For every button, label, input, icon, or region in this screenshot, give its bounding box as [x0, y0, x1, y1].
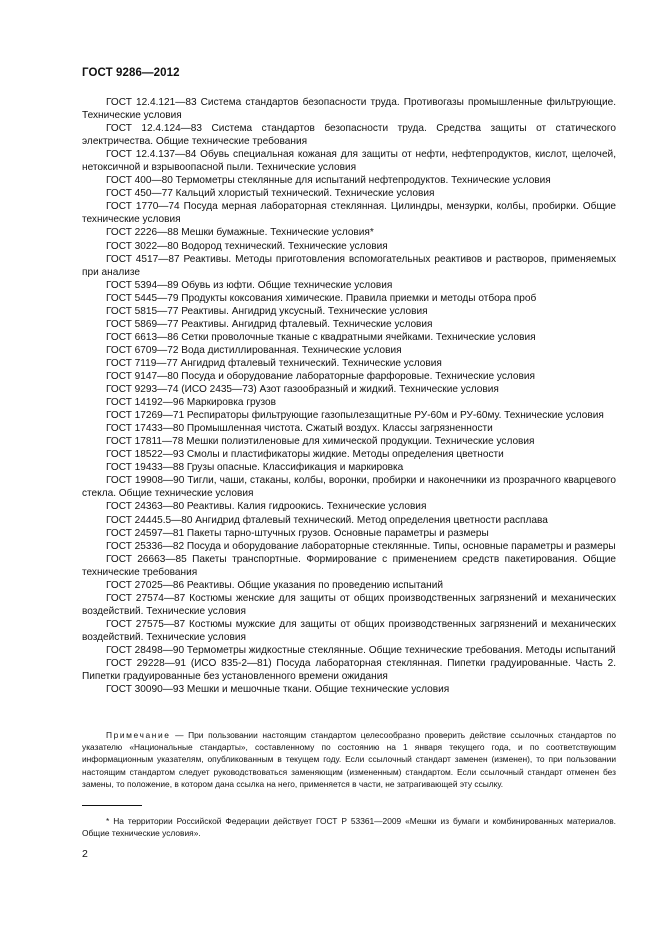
reference-item: ГОСТ 9293—74 (ИСО 2435—73) Азот газообразный и жидкий. Технические условия: [106, 384, 499, 396]
reference-item: ГОСТ 2226—88 Мешки бумажные. Технические условия*: [106, 227, 374, 239]
reference-item: ГОСТ 27575—87 Костюмы мужские для защиты от общих производственных загрязнений и механических воздействий. Технические условия: [82, 618, 616, 643]
reference-item: ГОСТ 5869—77 Реактивы. Ангидрид фталевый. Технические условия: [106, 318, 433, 330]
footnote-divider: [82, 805, 142, 806]
note-label: Примечание: [106, 730, 171, 740]
note-text: — При пользовании настоящим стандартом целесообразно проверить действие ссылочных стандартов по указателю «Национальные стандарты», составленному по состоянию на 1 января текущего года, и по соответствующим информационным указателям, опубликованным в текущем году. Если ссылочный стандарт заменен (изменен), то при пользовании настоящим стандартом следует руководствоваться заменяющим (измененным) стандартом. Если ссылочный стандарт отменен без замены, то положение, в котором дана ссылка на него, применяется в части, не затрагивающей эту ссылку.: [82, 730, 616, 789]
reference-item: ГОСТ 28498—90 Термометры жидкостные стеклянные. Общие технические требования. Методы испытаний: [106, 644, 616, 656]
reference-item: ГОСТ 24445.5—80 Ангидрид фталевый технический. Метод определения цветности расплава: [106, 514, 548, 526]
reference-item: ГОСТ 17811—78 Мешки полиэтиленовые для химической продукции. Технические условия: [106, 436, 535, 448]
footnote-text: * На территории Российской Федерации действует ГОСТ Р 53361—2009 «Мешки из бумаги и комбинированных материалов. Общие технические условия».: [82, 816, 616, 839]
reference-item: ГОСТ 450—77 Кальций хлористый технический. Технические условия: [106, 188, 435, 200]
reference-item: ГОСТ 1770—74 Посуда мерная лабораторная стеклянная. Цилиндры, мензурки, колбы, пробирки. Общие технические условия: [82, 201, 616, 226]
reference-item: ГОСТ 6709—72 Вода дистиллированная. Технические условия: [106, 344, 402, 356]
note-block: [82, 729, 616, 790]
reference-item: ГОСТ 12.4.121—83 Система стандартов безопасности труда. Противогазы промышленные фильтрующие. Технические условия: [82, 97, 616, 122]
reference-item: ГОСТ 30090—93 Мешки и мешочные ткани. Общие технические условия: [106, 684, 450, 696]
reference-item: ГОСТ 29228—91 (ИСО 835-2—81) Посуда лабораторная стеклянная. Пипетки градуированные. Часть 2. Пипетки градуированные без установленного времени ожидания: [82, 658, 616, 683]
footnote-block: [82, 815, 616, 839]
reference-item: ГОСТ 19908—90 Тигли, чаши, стаканы, колбы, воронки, пробирки и наконечники из прозрачного кварцевого стекла. Общие технические условия: [82, 475, 616, 500]
reference-item: ГОСТ 3022—80 Водород технический. Технические условия: [106, 240, 388, 252]
reference-item: ГОСТ 7119—77 Ангидрид фталевый технический. Технические условия: [106, 357, 442, 369]
reference-item: ГОСТ 27025—86 Реактивы. Общие указания по проведению испытаний: [106, 579, 443, 591]
reference-item: ГОСТ 18522—93 Смолы и пластификаторы жидкие. Методы определения цветности: [106, 449, 504, 461]
reference-item: ГОСТ 5445—79 Продукты коксования химические. Правила приемки и методы отбора проб: [106, 292, 537, 304]
reference-item: ГОСТ 17269—71 Респираторы фильтрующие газопылезащитные РУ-60м и РУ-60му. Технические условия: [106, 410, 604, 422]
reference-item: ГОСТ 25336—82 Посуда и оборудование лабораторные стеклянные. Типы, основные параметры и размеры: [106, 540, 616, 552]
reference-item: ГОСТ 6613—86 Сетки проволочные тканые с квадратными ячейками. Технические условия: [106, 331, 536, 343]
reference-item: ГОСТ 24597—81 Пакеты тарно-штучных грузов. Основные параметры и размеры: [106, 527, 489, 539]
reference-item: ГОСТ 5394—89 Обувь из юфти. Общие технические условия: [106, 279, 393, 291]
reference-item: ГОСТ 14192—96 Маркировка грузов: [106, 397, 277, 409]
reference-item: ГОСТ 12.4.124—83 Система стандартов безопасности труда. Средства защиты от статического электричества. Общие технические требования: [82, 123, 616, 148]
reference-item: ГОСТ 17433—80 Промышленная чистота. Сжатый воздух. Классы загрязненности: [106, 423, 493, 435]
reference-item: ГОСТ 4517—87 Реактивы. Методы приготовления вспомогательных реактивов и растворов, применяемых при анализе: [82, 253, 616, 278]
reference-item: ГОСТ 24363—80 Реактивы. Калия гидроокись. Технические условия: [106, 501, 427, 513]
normative-references-list: [82, 96, 616, 696]
reference-item: ГОСТ 9147—80 Посуда и оборудование лабораторные фарфоровые. Технические условия: [106, 370, 535, 382]
note-paragraph: [82, 729, 616, 790]
reference-item: ГОСТ 26663—85 Пакеты транспортные. Формирование с применением средств пакетирования. Общие технические требования: [82, 553, 616, 578]
reference-item: ГОСТ 19433—88 Грузы опасные. Классификация и маркировка: [106, 462, 404, 474]
page-number: 2: [82, 848, 88, 860]
reference-item: ГОСТ 400—80 Термометры стеклянные для испытаний нефтепродуктов. Технические условия: [106, 175, 551, 187]
document-header: ГОСТ 9286—2012: [82, 67, 180, 79]
reference-item: ГОСТ 27574—87 Костюмы женские для защиты от общих производственных загрязнений и механических воздействий. Технические условия: [82, 592, 616, 617]
reference-item: ГОСТ 5815—77 Реактивы. Ангидрид уксусный. Технические условия: [106, 305, 428, 317]
reference-item: ГОСТ 12.4.137—84 Обувь специальная кожаная для защиты от нефти, нефтепродуктов, кислот, щелочей, нетоксичной и взрывоопасной пыли. Технические условия: [82, 149, 616, 174]
